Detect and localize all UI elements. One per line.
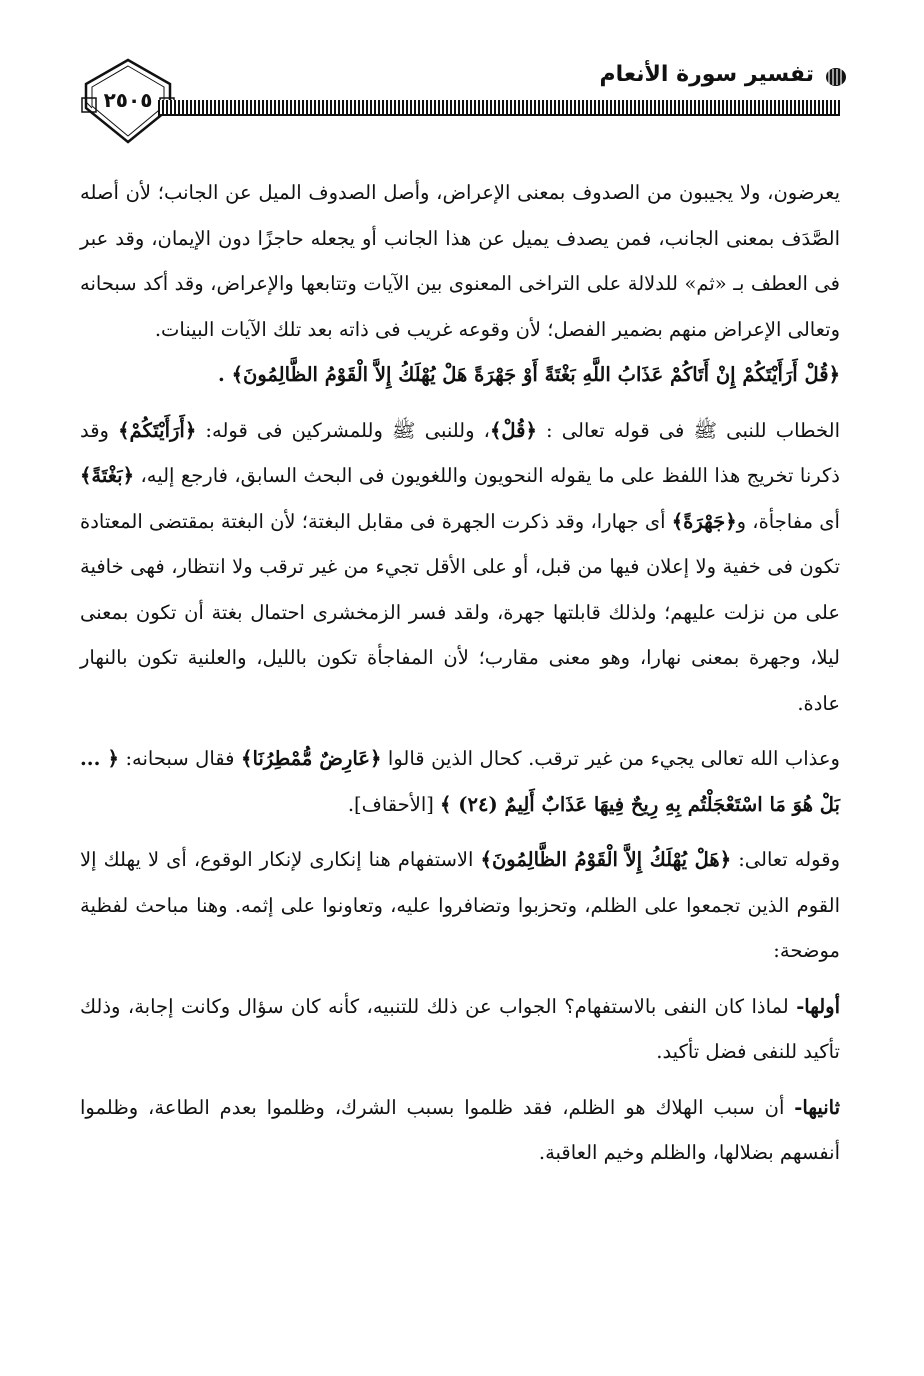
- running-title: تفسير سورة الأنعام: [599, 62, 814, 87]
- quran-word: ﴿عَارِضٌ مُّمْطِرُنَا﴾: [241, 747, 382, 770]
- text-run: [الأحقاف].: [347, 792, 441, 816]
- text-run: الاستفهام هنا إنكارى لإنكار الوقوع، أى لا يهلك إلا القوم الذين تجمعوا على الظلم، وتحزبوا وتضافروا عليه، وتعاونوا على إثمه. وهنا مباحث لفظية موضحة:: [80, 848, 840, 962]
- text-run: وعذاب الله تعالى يجيء من غير ترقب. كحال الذين قالوا: [381, 747, 840, 770]
- text-run: الخطاب للنبى ﷺ فى قوله تعالى :: [536, 418, 840, 442]
- quran-word: ﴿أَرَأَيْتَكُمْ﴾: [118, 418, 197, 442]
- text-run: وقد ذكرنا تخريج هذا اللفظ على ما يقوله النحويون واللغويون فى البحث السابق، فارجع إليه،: [80, 418, 840, 487]
- paragraph: [80, 984, 840, 1075]
- quran-word: ﴿قُلْ﴾: [489, 418, 537, 442]
- header-rule: [158, 100, 840, 114]
- quran-word: ﴿جَهْرَةً﴾: [671, 509, 737, 533]
- ornament-icon: [824, 66, 848, 88]
- paragraph-gap: [80, 827, 840, 837]
- text-run: فقال سبحانه:: [118, 747, 242, 770]
- paragraph-gap: [80, 398, 840, 408]
- text-run: أن سبب الهلاك هو الظلم، فقد ظلموا بسبب الشرك، وظلموا بعدم الطاعة، وظلموا أنفسهم بضلالها، والظلم وخيم العاقبة.: [80, 1095, 840, 1164]
- paragraph: [80, 837, 840, 974]
- paragraph: [80, 408, 840, 727]
- paragraph: [80, 736, 840, 827]
- paragraph-gap: [80, 726, 840, 736]
- paragraph: يعرضون، ولا يجيبون من الصدوف بمعنى الإعراض، وأصل الصدوف الميل عن الجانب؛ لأن أصله الصَّدَف بمعنى الجانب، فمن يصدف يميل عن هذا الجانب أو يجعله حاجزًا دون الإيمان، وقد عبر فى العطف بـ «ثم» للدلالة على التراخى المعنوى بين الآيات وتتابعها والإعراض، وقد أكد سبحانه وتعالى الإعراض منهم بضمير الفصل؛ لأن وقوعه غريب فى ذاته بعد تلك الآيات البينات.: [80, 181, 840, 341]
- header-rule-line: [158, 114, 840, 116]
- text-run: أى مفاجأة، و: [736, 509, 840, 533]
- page-header: [78, 50, 848, 150]
- paragraph-gap: [80, 1075, 840, 1085]
- quran-word: ﴿هَلْ يُهْلَكُ إِلاَّ الْقَوْمُ الظَّالِمُونَ﴾: [480, 848, 732, 871]
- page-body: [80, 170, 840, 1176]
- text-run: وقوله تعالى:: [731, 848, 840, 871]
- quran-word: ﴿ ... بَلْ هُوَ مَا اسْتَعْجَلْتُم بِهِ رِيحٌ فِيهَا عَذَابٌ أَلِيمٌ (٢٤) ﴾: [80, 747, 840, 816]
- point-label: ثانيها-: [794, 1095, 840, 1119]
- text-run: لماذا كان النفى بالاستفهام؟ الجواب عن ذلك للتنبيه، كأنه كان سؤال وكانت إجابة، وذلك تأكيد للنفى فضل تأكيد.: [80, 994, 840, 1063]
- point-label: أولها-: [796, 994, 840, 1018]
- page-number: ٢٥٠٥: [103, 88, 153, 112]
- text-run: ، وللنبى ﷺ وللمشركين فى قوله:: [196, 418, 490, 442]
- quran-verse: ﴿قُلْ أَرَأَيْتَكُمْ إِنْ أَتَاكُمْ عَذَابُ اللَّهِ بَغْتَةً أَوْ جَهْرَةً هَلْ يُهْلَكُ إِلاَّ الْقَوْمُ الظَّالِمُونَ﴾ .: [218, 363, 840, 386]
- text-run: أى جهارا، وقد ذكرت الجهرة فى مقابل البغتة؛ لأن البغتة بمقتضى المعتادة تكون فى خفية ولا إعلان فيها من قبل، أو على الأقل تجيء من غير ترقب ولا انتظار، فهى خافية على من نزلت عليهم؛ ولذلك قابلتها جهرة، ولقد فسر الزمخشرى احتمال بغتة أن تكون بمعنى ليلا، وجهرة بمعنى نهارا، وهو معنى مقارب؛ لأن المفاجأة تكون بالليل، والعلنية تكون بالنهار عادة.: [80, 509, 840, 715]
- paragraph-gap: [80, 974, 840, 984]
- paragraph: [80, 1085, 840, 1176]
- quran-word: ﴿بَغْتَةً﴾: [80, 464, 135, 487]
